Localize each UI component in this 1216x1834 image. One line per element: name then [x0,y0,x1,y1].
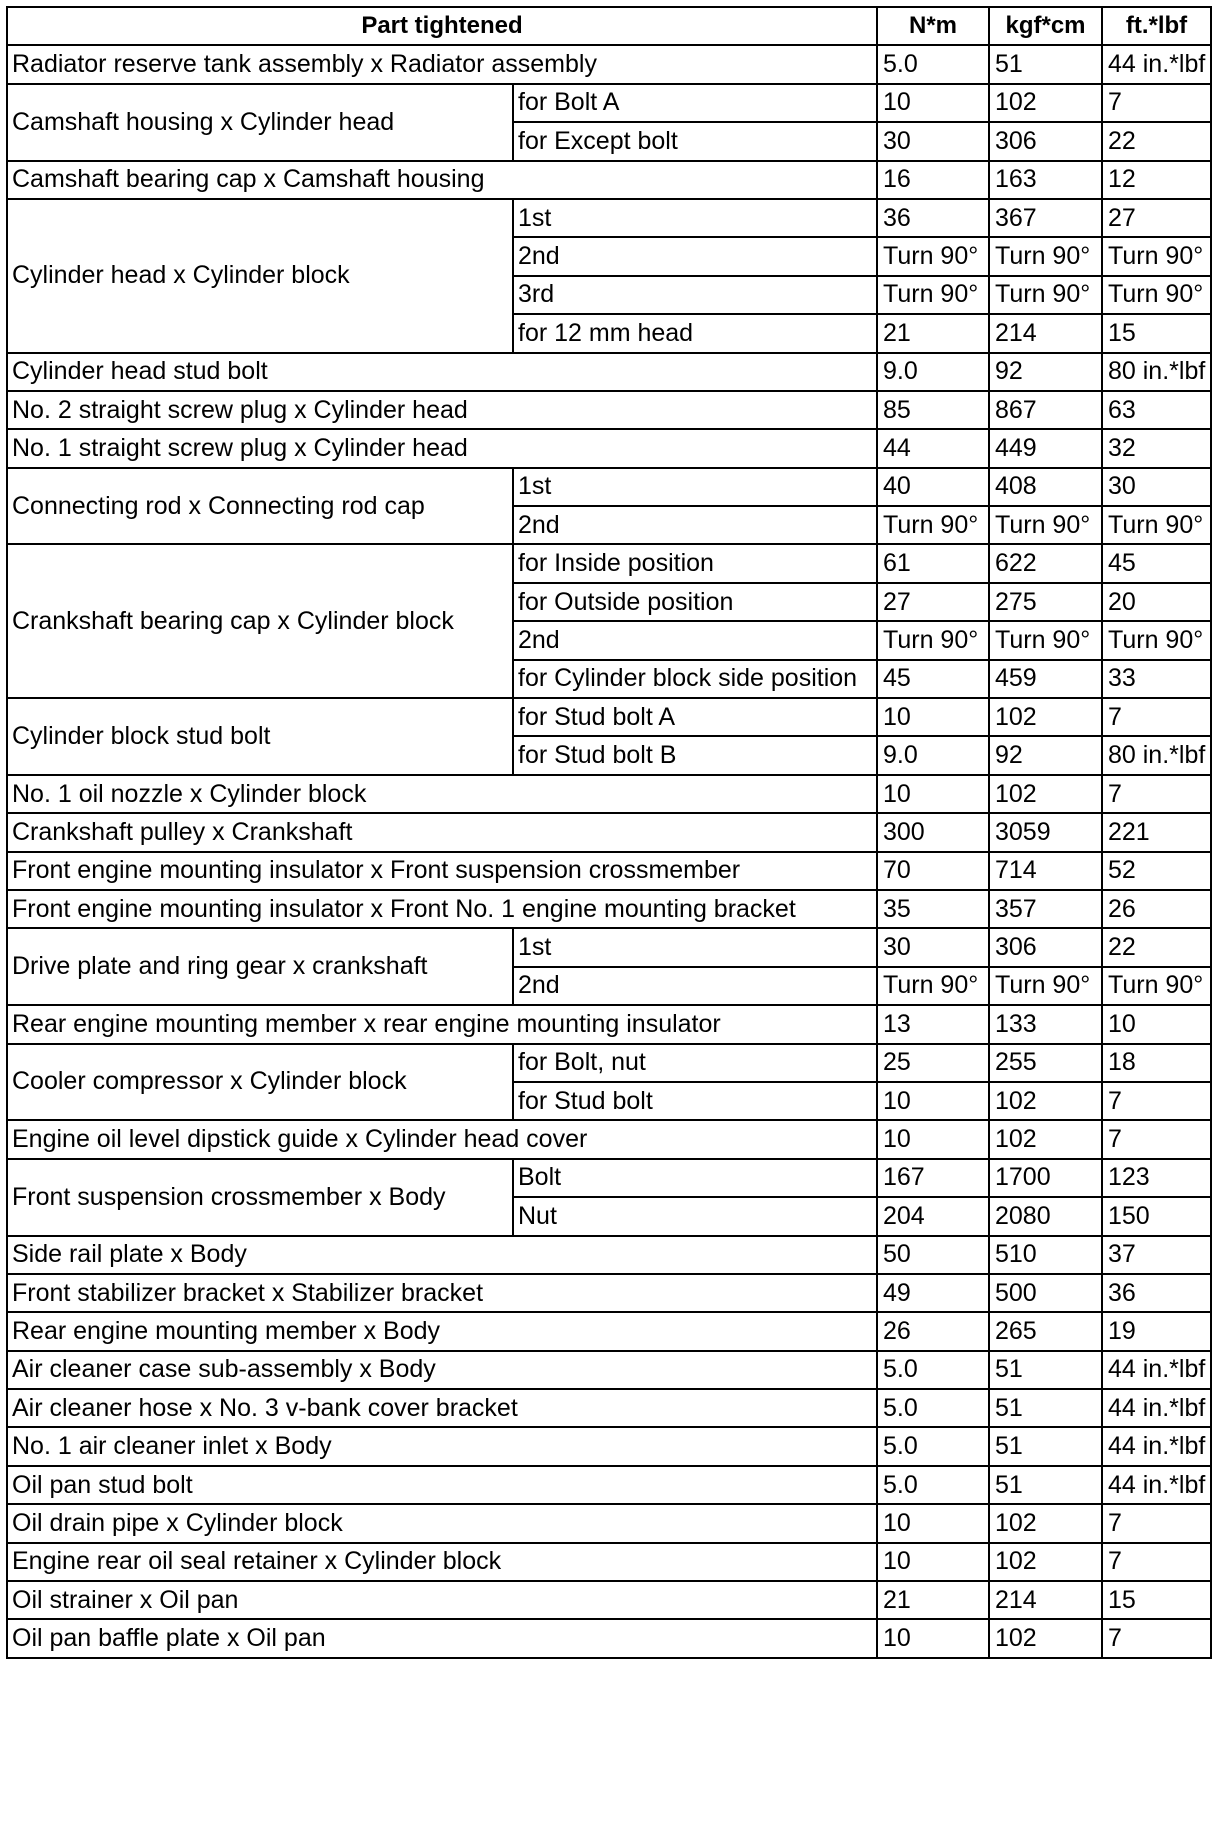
torque-kgfcm-cell: 163 [989,161,1102,199]
torque-ftlbf-cell: 221 [1102,813,1211,851]
sub-condition-cell: 2nd [513,967,877,1005]
torque-kgfcm-cell: 92 [989,353,1102,391]
table-row [7,1389,1211,1427]
torque-nm-cell: 40 [877,468,989,506]
sub-condition-cell: 2nd [513,506,877,544]
torque-nm-cell: 5.0 [877,45,989,83]
torque-nm-cell: Turn 90° [877,276,989,314]
part-name-cell: Front suspension crossmember x Body [7,1159,513,1236]
torque-kgfcm-cell: 102 [989,1619,1102,1657]
torque-ftlbf-cell: 33 [1102,660,1211,698]
torque-ftlbf-cell: 80 in.*lbf [1102,736,1211,774]
sub-condition-cell: Nut [513,1197,877,1235]
torque-kgfcm-cell: 459 [989,660,1102,698]
part-name-cell: Oil pan stud bolt [7,1466,877,1504]
part-name-cell: Oil drain pipe x Cylinder block [7,1504,877,1542]
sub-condition-cell: for Inside position [513,544,877,582]
torque-kgfcm-cell: 51 [989,1427,1102,1465]
torque-kgfcm-cell: 214 [989,314,1102,352]
torque-nm-cell: Turn 90° [877,506,989,544]
torque-ftlbf-cell: Turn 90° [1102,506,1211,544]
table-row [7,1543,1211,1581]
table-row [7,1427,1211,1465]
torque-kgfcm-cell: 92 [989,736,1102,774]
torque-nm-cell: 30 [877,122,989,160]
torque-nm-cell: 26 [877,1312,989,1350]
torque-kgfcm-cell: 51 [989,45,1102,83]
table-row [7,775,1211,813]
header-part-tightened: Part tightened [7,7,877,45]
torque-kgfcm-cell: 306 [989,122,1102,160]
torque-kgfcm-cell: 408 [989,468,1102,506]
torque-ftlbf-cell: 45 [1102,544,1211,582]
table-row [7,698,1211,736]
torque-ftlbf-cell: 37 [1102,1236,1211,1274]
table-row [7,1351,1211,1389]
part-name-cell: Rear engine mounting member x rear engine mounting insulator [7,1005,877,1043]
torque-kgfcm-cell: 102 [989,1082,1102,1120]
torque-kgfcm-cell: 102 [989,1504,1102,1542]
part-name-cell: Engine oil level dipstick guide x Cylinder head cover [7,1120,877,1158]
torque-nm-cell: 61 [877,544,989,582]
torque-kgfcm-cell: 367 [989,199,1102,237]
torque-nm-cell: 10 [877,1504,989,1542]
torque-ftlbf-cell: 15 [1102,1581,1211,1619]
torque-kgfcm-cell: 500 [989,1274,1102,1312]
part-name-cell: Rear engine mounting member x Body [7,1312,877,1350]
torque-kgfcm-cell: Turn 90° [989,506,1102,544]
part-name-cell: Oil pan baffle plate x Oil pan [7,1619,877,1657]
torque-nm-cell: 9.0 [877,353,989,391]
torque-ftlbf-cell: 12 [1102,161,1211,199]
torque-nm-cell: 50 [877,1236,989,1274]
torque-nm-cell: 10 [877,84,989,122]
sub-condition-cell: 2nd [513,621,877,659]
table-row [7,468,1211,506]
torque-nm-cell: 10 [877,698,989,736]
sub-condition-cell: for Stud bolt A [513,698,877,736]
torque-kgfcm-cell: 51 [989,1351,1102,1389]
torque-nm-cell: 5.0 [877,1351,989,1389]
sub-condition-cell: 1st [513,468,877,506]
sub-condition-cell: for Stud bolt [513,1082,877,1120]
part-name-cell: Camshaft bearing cap x Camshaft housing [7,161,877,199]
table-row [7,1619,1211,1657]
part-name-cell: No. 2 straight screw plug x Cylinder head [7,391,877,429]
torque-ftlbf-cell: 52 [1102,852,1211,890]
torque-ftlbf-cell: 7 [1102,84,1211,122]
torque-ftlbf-cell: 7 [1102,698,1211,736]
part-name-cell: Front engine mounting insulator x Front suspension crossmember [7,852,877,890]
table-row [7,1274,1211,1312]
torque-nm-cell: 10 [877,1082,989,1120]
table-row [7,1312,1211,1350]
torque-ftlbf-cell: 7 [1102,1082,1211,1120]
torque-ftlbf-cell: 63 [1102,391,1211,429]
torque-nm-cell: 16 [877,161,989,199]
torque-kgfcm-cell: 51 [989,1466,1102,1504]
torque-kgfcm-cell: 51 [989,1389,1102,1427]
torque-ftlbf-cell: Turn 90° [1102,967,1211,1005]
torque-nm-cell: 25 [877,1044,989,1082]
torque-ftlbf-cell: 18 [1102,1044,1211,1082]
torque-nm-cell: 300 [877,813,989,851]
sub-condition-cell: for Bolt A [513,84,877,122]
part-name-cell: Crankshaft pulley x Crankshaft [7,813,877,851]
torque-kgfcm-cell: 133 [989,1005,1102,1043]
torque-ftlbf-cell: 20 [1102,583,1211,621]
torque-ftlbf-cell: 7 [1102,1504,1211,1542]
table-row [7,928,1211,966]
torque-nm-cell: Turn 90° [877,621,989,659]
part-name-cell: Cylinder head x Cylinder block [7,199,513,353]
torque-ftlbf-cell: 22 [1102,122,1211,160]
table-row [7,544,1211,582]
sub-condition-cell: for Except bolt [513,122,877,160]
torque-specification-table [6,6,1212,1659]
torque-ftlbf-cell: 7 [1102,1619,1211,1657]
part-name-cell: Radiator reserve tank assembly x Radiator assembly [7,45,877,83]
torque-ftlbf-cell: 44 in.*lbf [1102,1466,1211,1504]
torque-kgfcm-cell: 102 [989,1543,1102,1581]
sub-condition-cell: Bolt [513,1159,877,1197]
torque-nm-cell: 70 [877,852,989,890]
sub-condition-cell: 1st [513,928,877,966]
torque-kgfcm-cell: 265 [989,1312,1102,1350]
part-name-cell: Crankshaft bearing cap x Cylinder block [7,544,513,698]
table-row [7,353,1211,391]
torque-nm-cell: 30 [877,928,989,966]
torque-kgfcm-cell: 102 [989,1120,1102,1158]
part-name-cell: Cooler compressor x Cylinder block [7,1044,513,1121]
torque-nm-cell: 45 [877,660,989,698]
torque-nm-cell: 49 [877,1274,989,1312]
torque-nm-cell: 204 [877,1197,989,1235]
torque-nm-cell: 21 [877,314,989,352]
torque-kgfcm-cell: 2080 [989,1197,1102,1235]
torque-nm-cell: 36 [877,199,989,237]
torque-ftlbf-cell: 7 [1102,1120,1211,1158]
table-row [7,1005,1211,1043]
sub-condition-cell: for Cylinder block side position [513,660,877,698]
torque-ftlbf-cell: 26 [1102,890,1211,928]
torque-kgfcm-cell: 510 [989,1236,1102,1274]
part-name-cell: Cylinder head stud bolt [7,353,877,391]
torque-nm-cell: 85 [877,391,989,429]
torque-kgfcm-cell: 102 [989,775,1102,813]
torque-ftlbf-cell: 19 [1102,1312,1211,1350]
torque-ftlbf-cell: Turn 90° [1102,237,1211,275]
torque-ftlbf-cell: 150 [1102,1197,1211,1235]
part-name-cell: Cylinder block stud bolt [7,698,513,775]
torque-kgfcm-cell: Turn 90° [989,621,1102,659]
torque-kgfcm-cell: 1700 [989,1159,1102,1197]
part-name-cell: Front engine mounting insulator x Front No. 1 engine mounting bracket [7,890,877,928]
table-row [7,1504,1211,1542]
torque-ftlbf-cell: 44 in.*lbf [1102,45,1211,83]
torque-nm-cell: 21 [877,1581,989,1619]
torque-kgfcm-cell: 867 [989,391,1102,429]
table-row [7,429,1211,467]
torque-kgfcm-cell: 622 [989,544,1102,582]
table-row [7,852,1211,890]
torque-ftlbf-cell: 7 [1102,775,1211,813]
torque-nm-cell: 5.0 [877,1466,989,1504]
torque-nm-cell: 5.0 [877,1389,989,1427]
part-name-cell: Camshaft housing x Cylinder head [7,84,513,161]
header-newton-meter: N*m [877,7,989,45]
header-ft-lbf: ft.*lbf [1102,7,1211,45]
part-name-cell: Drive plate and ring gear x crankshaft [7,928,513,1005]
table-row [7,45,1211,83]
table-row [7,1581,1211,1619]
part-name-cell: Air cleaner hose x No. 3 v-bank cover bracket [7,1389,877,1427]
torque-kgfcm-cell: Turn 90° [989,237,1102,275]
table-row [7,1466,1211,1504]
torque-kgfcm-cell: 449 [989,429,1102,467]
torque-nm-cell: 27 [877,583,989,621]
torque-nm-cell: 9.0 [877,736,989,774]
part-name-cell: No. 1 air cleaner inlet x Body [7,1427,877,1465]
header-row [7,7,1211,45]
table-row [7,84,1211,122]
sub-condition-cell: for 12 mm head [513,314,877,352]
torque-ftlbf-cell: 30 [1102,468,1211,506]
table-row [7,199,1211,237]
torque-kgfcm-cell: 102 [989,698,1102,736]
torque-nm-cell: 10 [877,1543,989,1581]
part-name-cell: Air cleaner case sub-assembly x Body [7,1351,877,1389]
torque-kgfcm-cell: 102 [989,84,1102,122]
torque-ftlbf-cell: 10 [1102,1005,1211,1043]
torque-ftlbf-cell: 32 [1102,429,1211,467]
torque-kgfcm-cell: Turn 90° [989,276,1102,314]
torque-ftlbf-cell: 44 in.*lbf [1102,1389,1211,1427]
sub-condition-cell: for Stud bolt B [513,736,877,774]
table-row [7,1236,1211,1274]
table-row [7,391,1211,429]
sub-condition-cell: 2nd [513,237,877,275]
part-name-cell: Connecting rod x Connecting rod cap [7,468,513,545]
torque-nm-cell: 13 [877,1005,989,1043]
torque-nm-cell: 5.0 [877,1427,989,1465]
part-name-cell: Front stabilizer bracket x Stabilizer bracket [7,1274,877,1312]
sub-condition-cell: 1st [513,199,877,237]
torque-nm-cell: 10 [877,1619,989,1657]
torque-nm-cell: 10 [877,1120,989,1158]
table-row [7,161,1211,199]
torque-ftlbf-cell: 44 in.*lbf [1102,1427,1211,1465]
torque-ftlbf-cell: Turn 90° [1102,276,1211,314]
table-body [7,45,1211,1657]
torque-kgfcm-cell: 275 [989,583,1102,621]
torque-ftlbf-cell: 7 [1102,1543,1211,1581]
table-row [7,1120,1211,1158]
torque-kgfcm-cell: 255 [989,1044,1102,1082]
torque-ftlbf-cell: 123 [1102,1159,1211,1197]
torque-nm-cell: 35 [877,890,989,928]
torque-ftlbf-cell: 27 [1102,199,1211,237]
table-row [7,890,1211,928]
table-row [7,813,1211,851]
part-name-cell: Oil strainer x Oil pan [7,1581,877,1619]
torque-ftlbf-cell: 44 in.*lbf [1102,1351,1211,1389]
table-row [7,1044,1211,1082]
torque-kgfcm-cell: 214 [989,1581,1102,1619]
part-name-cell: No. 1 straight screw plug x Cylinder head [7,429,877,467]
torque-ftlbf-cell: 36 [1102,1274,1211,1312]
torque-nm-cell: 10 [877,775,989,813]
part-name-cell: Side rail plate x Body [7,1236,877,1274]
part-name-cell: Engine rear oil seal retainer x Cylinder block [7,1543,877,1581]
torque-ftlbf-cell: 22 [1102,928,1211,966]
torque-kgfcm-cell: 306 [989,928,1102,966]
torque-nm-cell: 167 [877,1159,989,1197]
part-name-cell: No. 1 oil nozzle x Cylinder block [7,775,877,813]
torque-ftlbf-cell: Turn 90° [1102,621,1211,659]
sub-condition-cell: for Outside position [513,583,877,621]
torque-kgfcm-cell: Turn 90° [989,967,1102,1005]
header-kgf-cm: kgf*cm [989,7,1102,45]
torque-nm-cell: Turn 90° [877,237,989,275]
table-row [7,1159,1211,1197]
torque-kgfcm-cell: 714 [989,852,1102,890]
torque-kgfcm-cell: 3059 [989,813,1102,851]
torque-nm-cell: 44 [877,429,989,467]
sub-condition-cell: 3rd [513,276,877,314]
torque-kgfcm-cell: 357 [989,890,1102,928]
torque-ftlbf-cell: 15 [1102,314,1211,352]
torque-nm-cell: Turn 90° [877,967,989,1005]
torque-ftlbf-cell: 80 in.*lbf [1102,353,1211,391]
sub-condition-cell: for Bolt, nut [513,1044,877,1082]
